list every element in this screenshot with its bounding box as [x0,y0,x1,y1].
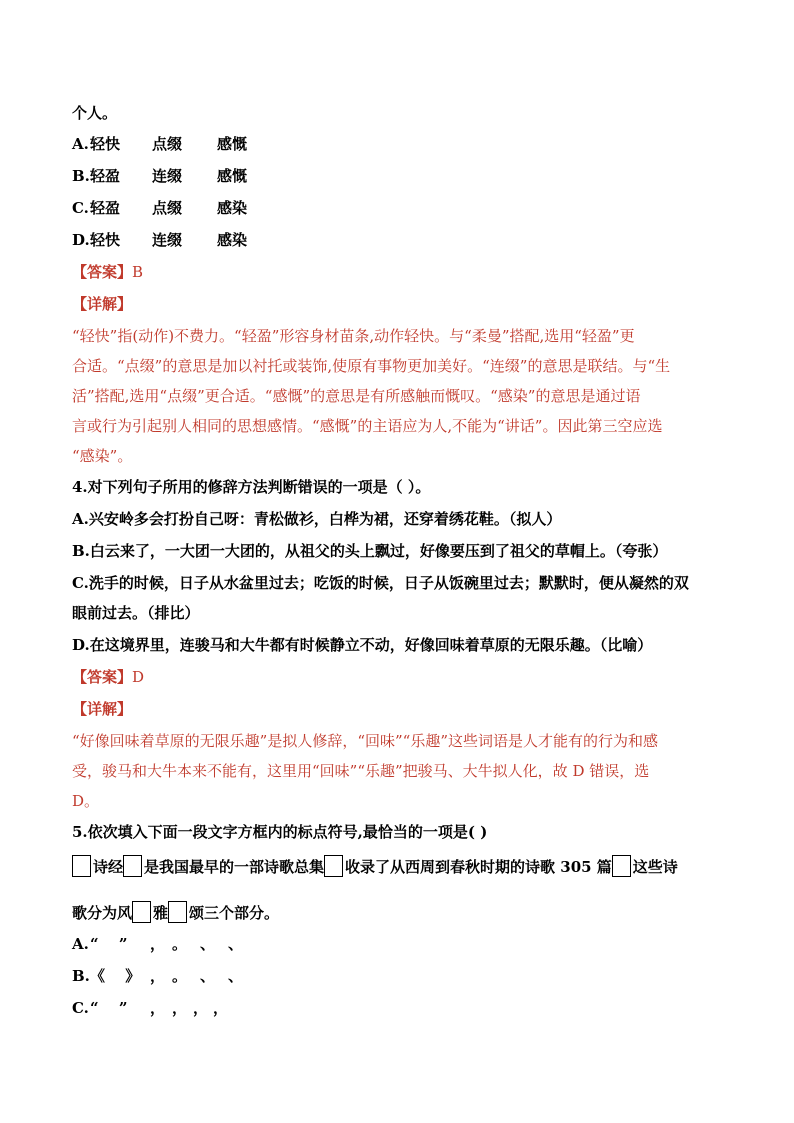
option-punct: ， [213,999,229,1017]
option-punct: ， [172,999,188,1017]
option-word-2: 连缀 [152,231,183,249]
q5-stem: 5.依次填入下面一段文字方框内的标点符号,最恰当的一项是( ) [72,823,488,841]
q3-explain-line: 言或行为引起别人相同的思想感情。“感慨”的主语应为人,不能为“讲话”。因此第三空应选 [72,417,663,435]
passage-text: 雅 [153,904,169,922]
blank-box [132,901,151,923]
q5-passage-line-2 [72,901,732,925]
option-letter: B. [72,967,90,985]
option-word-1: 轻盈 [90,199,121,217]
option-punct: “ ” [90,999,128,1017]
option-punct: 、 [228,967,244,985]
q4-answer [72,667,732,687]
q4-explain-line: D。 [72,792,100,810]
option-punct: 、 [228,935,244,953]
q4-explain-line: “好像回味着草原的无限乐趣”是拟人修辞，“回味”“乐趣”这些词语是人才能有的行为和感 [72,732,659,750]
q5-passage-line-1 [72,855,732,879]
q4-option-c-cont: 眼前过去。（排比） [72,604,200,622]
option-punct: 、 [200,935,216,953]
continued-text: 个人。 [72,104,118,122]
option-punct: ， [150,935,166,953]
option-punct: ， [150,999,166,1017]
option-punct: “ ” [90,935,128,953]
passage-text: 诗经 [93,858,124,876]
q3-explain-label: 【详解】 [72,295,133,313]
blank-box [168,901,187,923]
option-letter: A. [72,935,89,953]
q4-option-a: A.兴安岭多会打扮自己呀：青松做衫，白桦为裙，还穿着绣花鞋。（拟人） [72,510,562,528]
passage-text: 是我国最早的一部诗歌总集 [144,858,325,876]
passage-text: 颂三个部分。 [189,904,280,922]
option-word-2: 连缀 [152,167,183,185]
option-word-3: 感慨 [217,167,248,185]
option-word-3: 感慨 [217,135,248,153]
option-punct: ， [193,999,209,1017]
answer-value: B [132,263,144,281]
option-letter: A. [72,135,89,153]
blank-box [123,855,142,877]
passage-text: 歌分为风 [72,904,133,922]
q4-stem: 4.对下列句子所用的修辞方法判断错误的一项是（ ）。 [72,478,431,496]
q4-explain-label: 【详解】 [72,700,133,718]
answer-label: 【答案】 [72,668,133,686]
option-word-1: 轻快 [90,231,121,249]
option-word-2: 点缀 [152,199,183,217]
option-letter: B. [72,167,90,185]
q3-explain-line: 活”搭配,选用“点缀”更合适。“感慨”的意思是有所感触而慨叹。“感染”的意思是通过语 [72,387,641,405]
blank-box [612,855,631,877]
answer-label: 【答案】 [72,263,133,281]
option-punct: 《 》 [90,967,141,985]
q4-option-d: D.在这境界里，连骏马和大牛都有时候静立不动，好像回味着草原的无限乐趣。（比喻） [72,636,653,654]
option-word-3: 感染 [217,199,248,217]
option-punct: 。 [172,967,188,985]
option-punct: ， [150,967,166,985]
q4-option-b: B.白云来了，一大团一大团的，从祖父的头上飘过，好像要压到了祖父的草帽上。（夸张） [72,542,668,560]
option-word-1: 轻盈 [90,167,121,185]
blank-box [72,855,91,877]
q3-answer [72,262,732,282]
q3-explain-line: “轻快”指(动作)不费力。“轻盈”形容身材苗条,动作轻快。与“柔曼”搭配,选用“轻盈”更 [72,327,635,345]
option-punct: 、 [200,967,216,985]
option-letter: C. [72,999,89,1017]
option-punct: 。 [172,935,188,953]
answer-value: D [132,668,145,686]
option-letter: D. [72,231,90,249]
q4-explain-line: 受，骏马和大牛本来不能有，这里用“回味”“乐趣”把骏马、大牛拟人化，故 D 错误，选 [72,762,650,780]
passage-text: 收录了从西周到春秋时期的诗歌 305 篇 [345,858,612,876]
q4-option-c: C.洗手的时候，日子从水盆里过去；吃饭的时候，日子从饭碗里过去；默默时，便从凝然的双 [72,574,689,592]
blank-box [324,855,343,877]
option-word-2: 点缀 [152,135,183,153]
q3-explain-line: 合适。“点缀”的意思是加以衬托或装饰,使原有事物更加美好。“连缀”的意思是联结。与“生 [72,357,671,375]
passage-text: 这些诗 [632,858,678,876]
q3-explain-line: “感染”。 [72,447,133,465]
option-letter: C. [72,199,89,217]
option-word-3: 感染 [217,231,248,249]
option-word-1: 轻快 [90,135,121,153]
